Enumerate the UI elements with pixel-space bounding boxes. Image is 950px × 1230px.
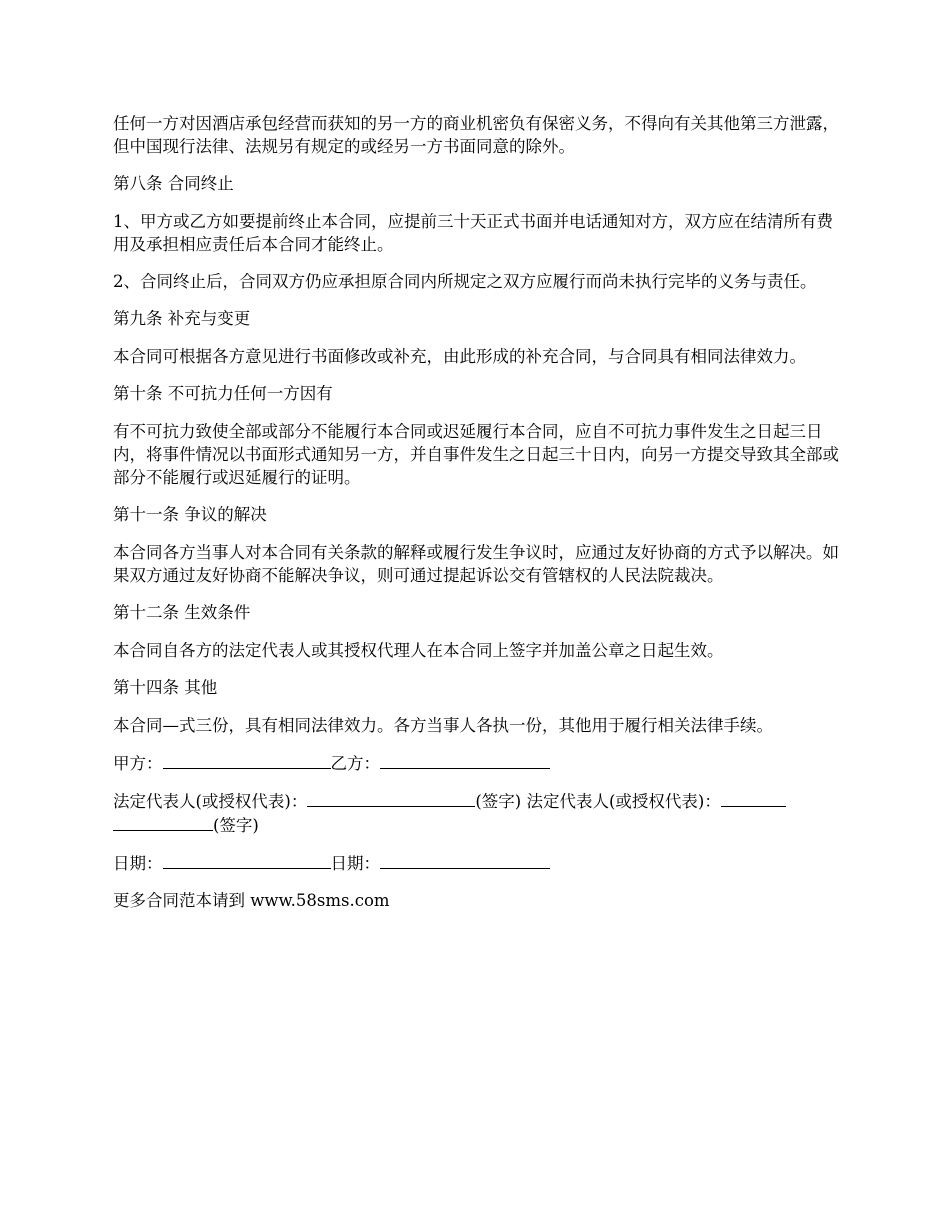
article-14-paragraph: 本合同—式三份，具有相同法律效力。各方当事人各执一份，其他用于履行相关法律手续。 xyxy=(113,716,773,735)
date-a-label: 日期： xyxy=(113,854,163,873)
rep-a-label: 法定代表人(或授权代表)： xyxy=(113,792,308,811)
article-9-paragraph: 本合同可根据各方意见进行书面修改或补充，由此形成的补充合同，与合同具有相同法律效力。 xyxy=(113,347,806,366)
date-b-blank xyxy=(380,851,550,869)
confidentiality-paragraph: 任何一方对因酒店承包经营而获知的另一方的商业机密负有保密义务，不得向有关其他第三方泄露，但中国现行法律、法规另有规定的或经另一方书面同意的除外。 xyxy=(113,114,839,156)
article-12-paragraph: 本合同自各方的法定代表人或其授权代理人在本合同上签字并加盖公章之日起生效。 xyxy=(113,641,724,660)
rep-b-label: 法定代表人(或授权代表)： xyxy=(526,792,721,811)
article-12-title: 第十二条 生效条件 xyxy=(113,603,251,622)
party-line xyxy=(113,751,840,775)
article-11-title: 第十一条 争议的解决 xyxy=(113,505,267,524)
party-a-label: 甲方： xyxy=(113,754,163,773)
date-b-label: 日期： xyxy=(330,854,380,873)
article-9-title: 第九条 补充与变更 xyxy=(113,309,251,328)
article-10-title: 第十条 不可抗力任何一方因有 xyxy=(113,384,333,403)
rep-a-blank xyxy=(307,789,475,807)
article-8-clause-1: 1、甲方或乙方如要提前终止本合同，应提前三十天正式书面并电话通知对方，双方应在结清所有费用及承担相应责任后本合同才能终止。 xyxy=(113,212,833,254)
party-b-label: 乙方： xyxy=(330,754,380,773)
rep-b-blank-1 xyxy=(721,789,786,807)
article-14-title: 第十四条 其他 xyxy=(113,678,218,697)
article-8-clause-2: 2、合同终止后，合同双方仍应承担原合同内所规定之双方应履行而尚未执行完毕的义务与责任。 xyxy=(113,272,817,291)
footer-link-text: 更多合同范本请到 www.58sms.com xyxy=(113,891,390,910)
party-b-blank xyxy=(380,751,550,769)
article-10-paragraph: 有不可抗力致使全部或部分不能履行本合同或迟延履行本合同，应自不可抗力事件发生之日起三日内，将事件情况以书面形式通知另一方，并自事件发生之日起三十日内，向另一方提交导致其全部或部分不能履行或迟延履行的证明。 xyxy=(113,422,839,487)
representative-line xyxy=(113,789,840,837)
date-a-blank xyxy=(163,851,331,869)
article-8-title: 第八条 合同终止 xyxy=(113,174,234,193)
rep-b-sign-note: (签字) xyxy=(213,816,259,835)
rep-b-blank-2 xyxy=(113,813,213,831)
article-11-paragraph: 本合同各方当事人对本合同有关条款的解释或履行发生争议时，应通过友好协商的方式予以解决。如果双方通过友好协商不能解决争议，则可通过提起诉讼交有管辖权的人民法院裁决。 xyxy=(113,543,839,585)
rep-a-sign-note: (签字) xyxy=(475,792,522,811)
contract-page xyxy=(113,112,840,926)
date-line xyxy=(113,851,840,875)
party-a-blank xyxy=(163,751,331,769)
